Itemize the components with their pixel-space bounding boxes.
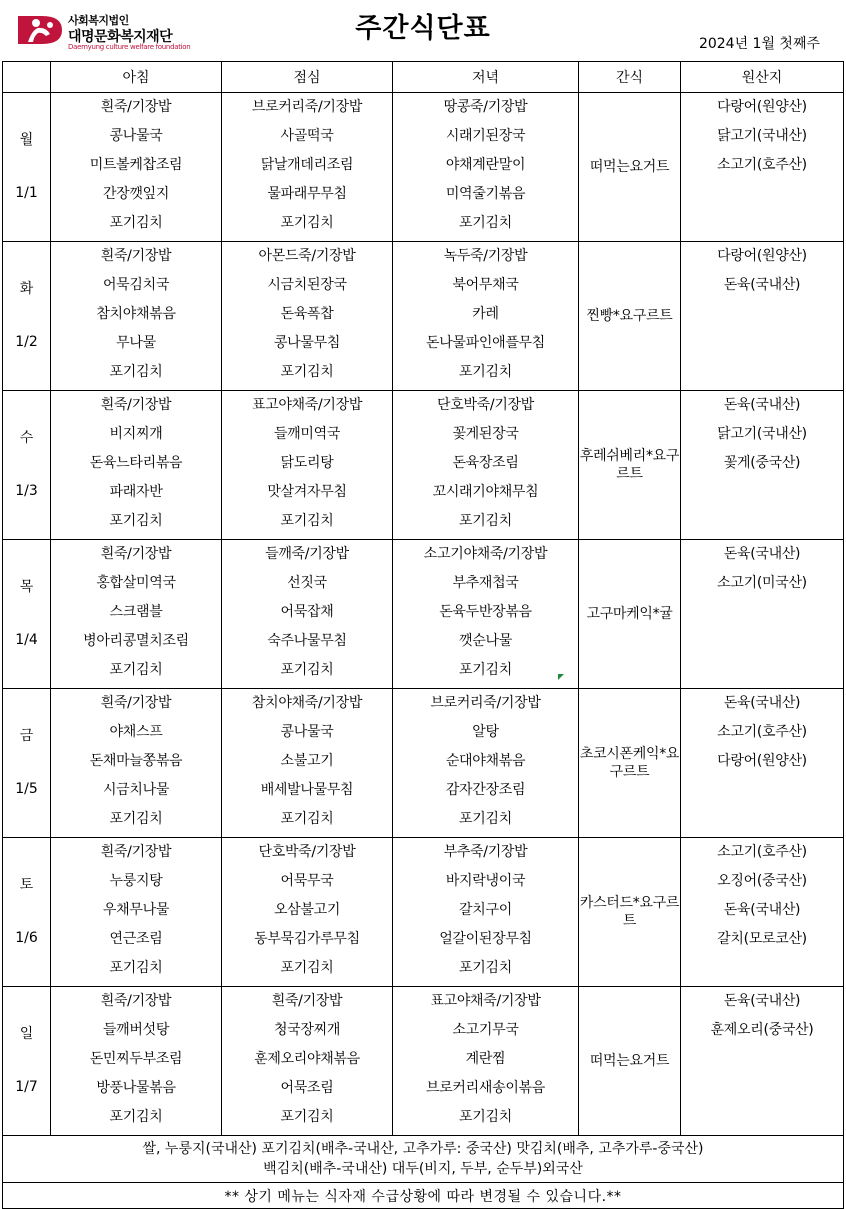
header-row [3, 62, 844, 93]
dinner-items [393, 93, 578, 241]
origin-cell [681, 838, 844, 987]
origin-items [681, 391, 843, 481]
column-header-dinner: 저녁 [393, 62, 579, 93]
day-row [3, 540, 844, 689]
column-header-breakfast: 아침 [51, 62, 222, 93]
menu-item: 물파래무무침 [267, 186, 347, 202]
day-cell [3, 689, 51, 838]
menu-item: 시금치나물 [102, 782, 170, 798]
day-cell [3, 391, 51, 540]
weekly-menu-table [2, 61, 844, 1209]
origin-item: 갈치(모로코산) [717, 931, 807, 947]
day-cell-content [3, 987, 50, 1095]
menu-item: 포기김치 [459, 1109, 512, 1125]
menu-item: 미역줄기볶음 [445, 186, 526, 202]
origin-items [681, 689, 843, 779]
dinner-items [393, 391, 578, 539]
menu-item: 콩나물국 [280, 724, 334, 740]
origin-item: 훈제오리(중국산) [710, 1022, 814, 1038]
footer-row [3, 1183, 844, 1209]
menu-item: 카레 [472, 306, 499, 322]
dinner-items [393, 540, 578, 688]
origin-cell [681, 93, 844, 242]
menu-item: 돈민찌두부조림 [89, 1051, 183, 1067]
menu-item: 미트볼케찹조림 [89, 157, 183, 173]
day-row [3, 838, 844, 987]
menu-item: 포기김치 [109, 811, 163, 827]
dinner-cell [393, 242, 579, 391]
origin-items [681, 242, 843, 303]
dinner-items [393, 838, 578, 986]
breakfast-items [51, 689, 221, 837]
origin-cell [681, 242, 844, 391]
origin-notes [3, 1136, 844, 1183]
menu-item: 들깨죽/기장밥 [265, 546, 349, 562]
menu-item: 스크램블 [109, 604, 163, 620]
origin-cell [681, 391, 844, 540]
lunch-cell [222, 838, 393, 987]
day-cell [3, 93, 51, 242]
menu-item: 들깨버섯탕 [102, 1022, 170, 1038]
change-notice: ** 상기 메뉴는 식자재 수급상황에 따라 변경될 수 있습니다.** [3, 1183, 844, 1209]
menu-item: 누룽지탕 [109, 873, 163, 889]
menu-item: 돈육장조림 [452, 455, 519, 471]
lunch-items [222, 391, 392, 539]
day-cell [3, 838, 51, 987]
lunch-cell [222, 987, 393, 1136]
dinner-cell [393, 838, 579, 987]
org-english-name: Daemyung culture welfare foundation [68, 43, 191, 51]
menu-item: 포기김치 [109, 1109, 163, 1125]
menu-item: 흰죽/기장밥 [271, 993, 343, 1009]
breakfast-cell [51, 987, 222, 1136]
menu-item: 시래기된장국 [445, 128, 526, 144]
origin-item: 돈육(국내산) [723, 902, 801, 918]
day-label: 수 [19, 430, 34, 446]
menu-item: 흰죽/기장밥 [100, 397, 172, 413]
menu-item: 포기김치 [280, 364, 334, 380]
snack-cell: 떠먹는요거트 [579, 93, 681, 242]
snack-cell: 찐빵*요구르트 [579, 242, 681, 391]
menu-item: 어묵조림 [280, 1080, 334, 1096]
origin-item: 다랑어(원양산) [717, 99, 807, 115]
day-cell-content [3, 838, 50, 946]
menu-item: 꼬시래기야채무침 [432, 484, 539, 500]
menu-item: 오삼불고기 [273, 902, 341, 918]
origin-items [681, 540, 843, 601]
day-label: 금 [19, 728, 34, 744]
menu-item: 깻순나물 [459, 633, 512, 649]
breakfast-cell [51, 838, 222, 987]
menu-item: 순대야채볶음 [445, 753, 526, 769]
menu-item: 간장깻잎지 [102, 186, 170, 202]
lunch-items [222, 987, 392, 1135]
snack-cell: 카스터드*요구르트 [579, 838, 681, 987]
menu-item: 병아리콩멸치조림 [83, 633, 189, 649]
menu-item: 포기김치 [109, 960, 163, 976]
breakfast-cell [51, 93, 222, 242]
menu-item: 포기김치 [109, 364, 163, 380]
menu-item: 아몬드죽/기장밥 [258, 248, 356, 264]
menu-item: 포기김치 [459, 215, 512, 231]
origin-item: 닭고기(국내산) [717, 128, 807, 144]
menu-item: 바지락냉이국 [445, 873, 526, 889]
date-label: 1/1 [15, 185, 38, 201]
dinner-cell [393, 689, 579, 838]
lunch-cell [222, 689, 393, 838]
breakfast-items [51, 987, 221, 1135]
day-cell [3, 540, 51, 689]
menu-item: 돈육폭찹 [280, 306, 334, 322]
menu-item: 우채무나물 [102, 902, 170, 918]
menu-item: 소불고기 [280, 753, 334, 769]
breakfast-items [51, 93, 221, 241]
origin-item: 돈육(국내산) [723, 695, 801, 711]
menu-item: 닭도리탕 [280, 455, 334, 471]
menu-item: 포기김치 [109, 662, 163, 678]
menu-item: 야채계란말이 [445, 157, 526, 173]
day-cell-content [3, 93, 50, 201]
menu-item: 돈육두반장볶음 [439, 604, 532, 620]
corner-cell [3, 62, 51, 93]
menu-item: 홍합살미역국 [96, 575, 176, 591]
day-row [3, 242, 844, 391]
origin-item: 소고기(미국산) [717, 575, 807, 591]
dinner-items [393, 242, 578, 390]
origin-item: 다랑어(원양산) [717, 753, 807, 769]
menu-item: 단호박죽/기장밥 [437, 397, 534, 413]
date-label: 1/3 [15, 483, 38, 499]
menu-item: 흰죽/기장밥 [100, 546, 172, 562]
menu-item: 갈치구이 [459, 902, 512, 918]
lunch-items [222, 540, 392, 688]
day-label: 토 [19, 877, 34, 893]
menu-item: 숙주나물무침 [267, 633, 347, 649]
menu-item: 어묵잡채 [280, 604, 334, 620]
menu-item: 흰죽/기장밥 [100, 248, 172, 264]
origin-item: 다랑어(원양산) [717, 248, 807, 264]
lunch-items [222, 93, 392, 241]
org-sub-label: 사회복지법인 [68, 14, 129, 27]
day-label: 화 [19, 281, 34, 297]
dinner-cell [393, 93, 579, 242]
origin-item: 꽃게(중국산) [723, 455, 801, 471]
origin-item: 돈육(국내산) [723, 546, 801, 562]
menu-item: 부추죽/기장밥 [443, 844, 528, 860]
day-cell-content [3, 242, 50, 350]
menu-item: 어묵김치국 [102, 277, 170, 293]
menu-item: 선짓국 [287, 575, 327, 591]
menu-item: 어묵무국 [280, 873, 334, 889]
day-row [3, 93, 844, 242]
menu-item: 파래자반 [109, 484, 163, 500]
column-header-snack: 간식 [579, 62, 681, 93]
snack-cell: 고구마케익*귤 [579, 540, 681, 689]
column-header-origin: 원산지 [681, 62, 844, 93]
menu-item: 포기김치 [459, 513, 512, 529]
menu-item: 사골떡국 [280, 128, 334, 144]
breakfast-items [51, 838, 221, 986]
origin-item: 돈육(국내산) [723, 277, 801, 293]
day-cell [3, 987, 51, 1136]
day-cell [3, 242, 51, 391]
menu-item: 흰죽/기장밥 [100, 844, 172, 860]
breakfast-items [51, 242, 221, 390]
date-label: 1/7 [15, 1079, 38, 1095]
dinner-cell [393, 540, 579, 689]
menu-item: 부추재첩국 [452, 575, 519, 591]
menu-item: 감자간장조림 [445, 782, 526, 798]
origin-items [681, 987, 843, 1048]
menu-item: 동부묵김가루무침 [254, 931, 360, 947]
breakfast-cell [51, 242, 222, 391]
menu-item: 시금치된장국 [267, 277, 347, 293]
lunch-items [222, 242, 392, 390]
menu-item: 계란찜 [465, 1051, 506, 1067]
menu-item: 흰죽/기장밥 [100, 993, 172, 1009]
menu-item: 포기김치 [280, 662, 334, 678]
menu-item: 소고기야채죽/기장밥 [423, 546, 548, 562]
snack-cell: 후레쉬베리*요구르트 [579, 391, 681, 540]
origin-cell [681, 987, 844, 1136]
lunch-cell [222, 242, 393, 391]
menu-item: 야채스프 [109, 724, 163, 740]
menu-item: 포기김치 [459, 811, 512, 827]
menu-item: 포기김치 [109, 513, 163, 529]
menu-item: 녹두죽/기장밥 [443, 248, 528, 264]
menu-item: 포기김치 [280, 811, 334, 827]
day-cell-content [3, 540, 50, 648]
menu-item: 배세발나물무침 [260, 782, 354, 798]
menu-item: 돈채마늘쫑볶음 [89, 753, 183, 769]
lunch-cell [222, 391, 393, 540]
menu-item: 포기김치 [280, 1109, 334, 1125]
origin-cell [681, 689, 844, 838]
menu-item: 포기김치 [109, 215, 163, 231]
menu-item: 얼갈이된장무침 [439, 931, 532, 947]
menu-item: 브로커리죽/기장밥 [430, 695, 541, 711]
day-row [3, 987, 844, 1136]
day-label: 일 [19, 1026, 34, 1042]
dinner-items [393, 987, 578, 1135]
menu-item: 알탕 [472, 724, 499, 740]
cell-comment-marker [558, 674, 564, 680]
page-title: 주간식단표 [355, 13, 491, 44]
snack-cell: 초코시폰케익*요구르트 [579, 689, 681, 838]
menu-item: 닭날개데리조림 [260, 157, 354, 173]
origin-notes-line: 쌀, 누룽지(국내산) 포기김치(배추-국내산, 고추가루: 중국산) 맛김치(배추, 고추가루-중국산) [142, 1141, 704, 1157]
menu-item: 꽃게된장국 [452, 426, 519, 442]
menu-item: 포기김치 [459, 364, 512, 380]
menu-item: 맛살겨자무침 [267, 484, 347, 500]
menu-item: 돈나물파인애플무침 [425, 335, 545, 351]
snack-cell: 떠먹는요거트 [579, 987, 681, 1136]
breakfast-items [51, 391, 221, 539]
origin-item: 소고기(호주산) [717, 844, 807, 860]
menu-item: 흰죽/기장밥 [100, 695, 172, 711]
breakfast-cell [51, 689, 222, 838]
menu-item: 포기김치 [280, 960, 334, 976]
menu-item: 단호박죽/기장밥 [258, 844, 356, 860]
column-header-lunch: 점심 [222, 62, 393, 93]
day-row [3, 689, 844, 838]
dinner-cell [393, 391, 579, 540]
date-label: 1/2 [15, 334, 38, 350]
menu-item: 비지찌개 [109, 426, 163, 442]
breakfast-cell [51, 391, 222, 540]
lunch-items [222, 689, 392, 837]
menu-item: 들깨미역국 [273, 426, 341, 442]
menu-item: 참치야채볶음 [96, 306, 176, 322]
menu-item: 돈육느타리볶음 [89, 455, 183, 471]
notes-row [3, 1136, 844, 1183]
menu-item: 땅콩죽/기장밥 [443, 99, 528, 115]
lunch-cell [222, 540, 393, 689]
org-name: 대명문화복지재단 [68, 29, 173, 45]
menu-item: 연근조림 [109, 931, 163, 947]
menu-item: 포기김치 [459, 960, 512, 976]
origin-item: 닭고기(국내산) [717, 426, 807, 442]
date-label: 1/4 [15, 632, 38, 648]
menu-item: 청국장찌개 [273, 1022, 341, 1038]
day-label: 목 [19, 579, 34, 595]
origin-item: 소고기(호주산) [717, 157, 807, 173]
breakfast-cell [51, 540, 222, 689]
menu-item: 표고야채죽/기장밥 [430, 993, 541, 1009]
lunch-items [222, 838, 392, 986]
menu-item: 훈제오리야채볶음 [254, 1051, 360, 1067]
week-label: 2024년 1월 첫째주 [698, 36, 820, 52]
breakfast-items [51, 540, 221, 688]
origin-item: 소고기(호주산) [717, 724, 807, 740]
menu-item: 포기김치 [459, 662, 512, 678]
dinner-cell [393, 987, 579, 1136]
menu-item: 브로커리새송이볶음 [425, 1080, 545, 1096]
menu-body [3, 93, 844, 1136]
menu-item: 북어무채국 [452, 277, 519, 293]
menu-item: 포기김치 [280, 215, 334, 231]
origin-items [681, 838, 843, 957]
menu-item: 포기김치 [280, 513, 334, 529]
origin-item: 오징어(중국산) [717, 873, 807, 889]
dinner-items [393, 689, 578, 837]
menu-item: 흰죽/기장밥 [100, 99, 172, 115]
day-label: 월 [19, 132, 34, 148]
origin-cell [681, 540, 844, 689]
menu-item: 참치야채죽/기장밥 [251, 695, 363, 711]
origin-item: 돈육(국내산) [723, 993, 801, 1009]
origin-items [681, 93, 843, 183]
menu-item: 소고기무국 [452, 1022, 519, 1038]
menu-item: 콩나물국 [109, 128, 163, 144]
day-cell-content [3, 391, 50, 499]
origin-item: 돈육(국내산) [723, 397, 801, 413]
day-row [3, 391, 844, 540]
day-cell-content [3, 689, 50, 797]
menu-item: 브로커리죽/기장밥 [251, 99, 363, 115]
date-label: 1/5 [15, 781, 38, 797]
menu-item: 콩나물무침 [273, 335, 341, 351]
origin-notes-line: 백김치(배추-국내산) 대두(비지, 두부, 순두부)외국산 [263, 1161, 583, 1177]
menu-item: 표고야채죽/기장밥 [251, 397, 363, 413]
menu-item: 무나물 [116, 335, 156, 351]
menu-item: 방풍나물볶음 [96, 1080, 176, 1096]
date-label: 1/6 [15, 930, 38, 946]
lunch-cell [222, 93, 393, 242]
